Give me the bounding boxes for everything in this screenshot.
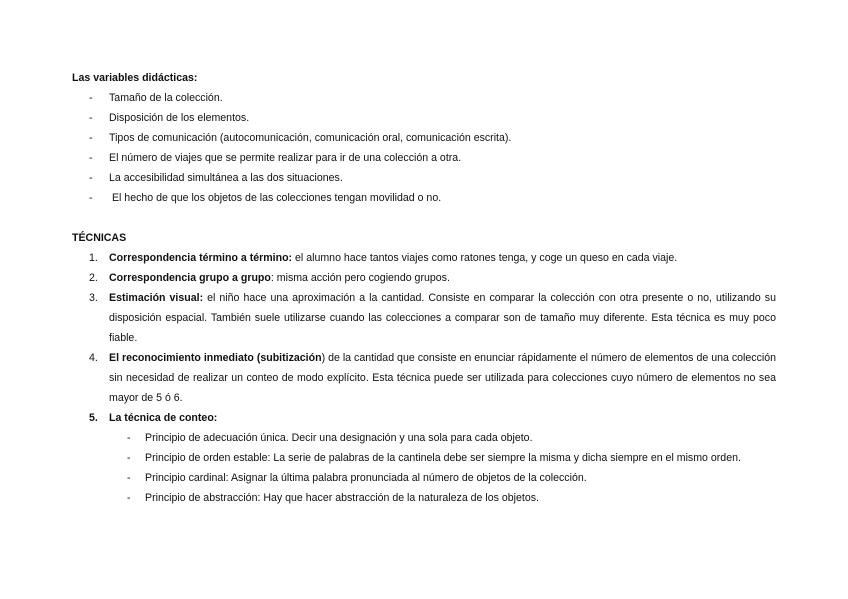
list-item <box>72 248 776 268</box>
dash-mark: - <box>89 112 93 124</box>
dash-mark: - <box>127 492 131 504</box>
item-term: Estimación visual: <box>109 292 204 304</box>
list-item <box>72 448 776 468</box>
list-item <box>72 488 776 508</box>
list-item <box>72 288 776 348</box>
list-item-text: Disposición de los elementos. <box>109 112 250 124</box>
list-item-text: Principio cardinal: Asignar la última palabra pronunciada al número de objetos de la colección. <box>145 472 587 484</box>
tecnicas-section <box>72 228 776 508</box>
item-number: 4. <box>89 352 98 364</box>
list-item-text: Principio de orden estable: La serie de palabras de la cantinela debe ser siempre la misma y dicha siempre en el mismo orden. <box>145 452 741 464</box>
list-item <box>72 348 776 408</box>
tecnicas-list <box>72 248 776 508</box>
item-term: Correspondencia término a término: <box>109 252 293 264</box>
list-item <box>72 148 776 168</box>
list-item-text: El número de viajes que se permite realizar para ir de una colección a otra. <box>109 152 462 164</box>
dash-mark: - <box>89 172 93 184</box>
dash-mark: - <box>89 192 93 204</box>
item-description: el alumno hace tantos viajes como ratones tenga, y coge un queso en cada viaje. <box>292 252 678 264</box>
list-item-text: Tamaño de la colección. <box>109 92 223 104</box>
list-item <box>72 88 776 108</box>
dash-mark: - <box>127 472 131 484</box>
list-item-text: Principio de abstracción: Hay que hacer abstracción de la naturaleza de los objetos. <box>145 492 539 504</box>
tecnicas-heading: TÉCNICAS <box>72 232 127 244</box>
list-item <box>72 428 776 448</box>
list-item <box>72 408 776 508</box>
list-item-text: La accesibilidad simultánea a las dos situaciones. <box>109 172 343 184</box>
dash-mark: - <box>127 452 131 464</box>
variables-list <box>72 88 776 208</box>
list-item <box>72 468 776 488</box>
item-number: 2. <box>89 272 98 284</box>
list-item-text: Tipos de comunicación (autocomunicación, comunicación oral, comunicación escrita). <box>109 132 512 144</box>
list-item-text: Principio de adecuación única. Decir una designación y una sola para cada objeto. <box>145 432 533 444</box>
variables-heading: Las variables didácticas: <box>72 72 198 84</box>
dash-mark: - <box>89 92 93 104</box>
item-number: 1. <box>89 252 98 264</box>
dash-mark: - <box>89 152 93 164</box>
item-term: El reconocimiento inmediato (subitización <box>109 352 322 364</box>
list-item <box>72 128 776 148</box>
item-number: 5. <box>89 412 98 424</box>
item-term: Correspondencia grupo a grupo <box>109 272 271 284</box>
item-description: : misma acción pero cogiendo grupos. <box>270 272 450 284</box>
list-item <box>72 268 776 288</box>
variables-section <box>72 68 776 208</box>
conteo-principles-list <box>109 428 776 508</box>
list-item-text: El hecho de que los objetos de las colecciones tengan movilidad o no. <box>109 192 442 204</box>
dash-mark: - <box>127 432 131 444</box>
item-number: 3. <box>89 292 98 304</box>
list-item <box>72 108 776 128</box>
dash-mark: - <box>89 132 93 144</box>
item-term: La técnica de conteo: <box>109 412 218 424</box>
item-description: el niño hace una aproximación a la cantidad. Consiste en comparar la colección con otra presente o no, utilizando su disposición espacial. También suele utilizarse cuando las colecciones a comparar son de tamaño muy diferente. Esta técnica es muy poco fiable. <box>109 292 776 344</box>
list-item <box>72 168 776 188</box>
list-item <box>72 188 776 208</box>
item-description: ) de la cantidad que consiste en enunciar rápidamente el número de elementos de una colección sin necesidad de realizar un conteo de modo explícito. Esta técnica puede ser utilizada para colecciones cuyo número de elementos no sea mayor de 5 ó 6. <box>109 352 776 404</box>
